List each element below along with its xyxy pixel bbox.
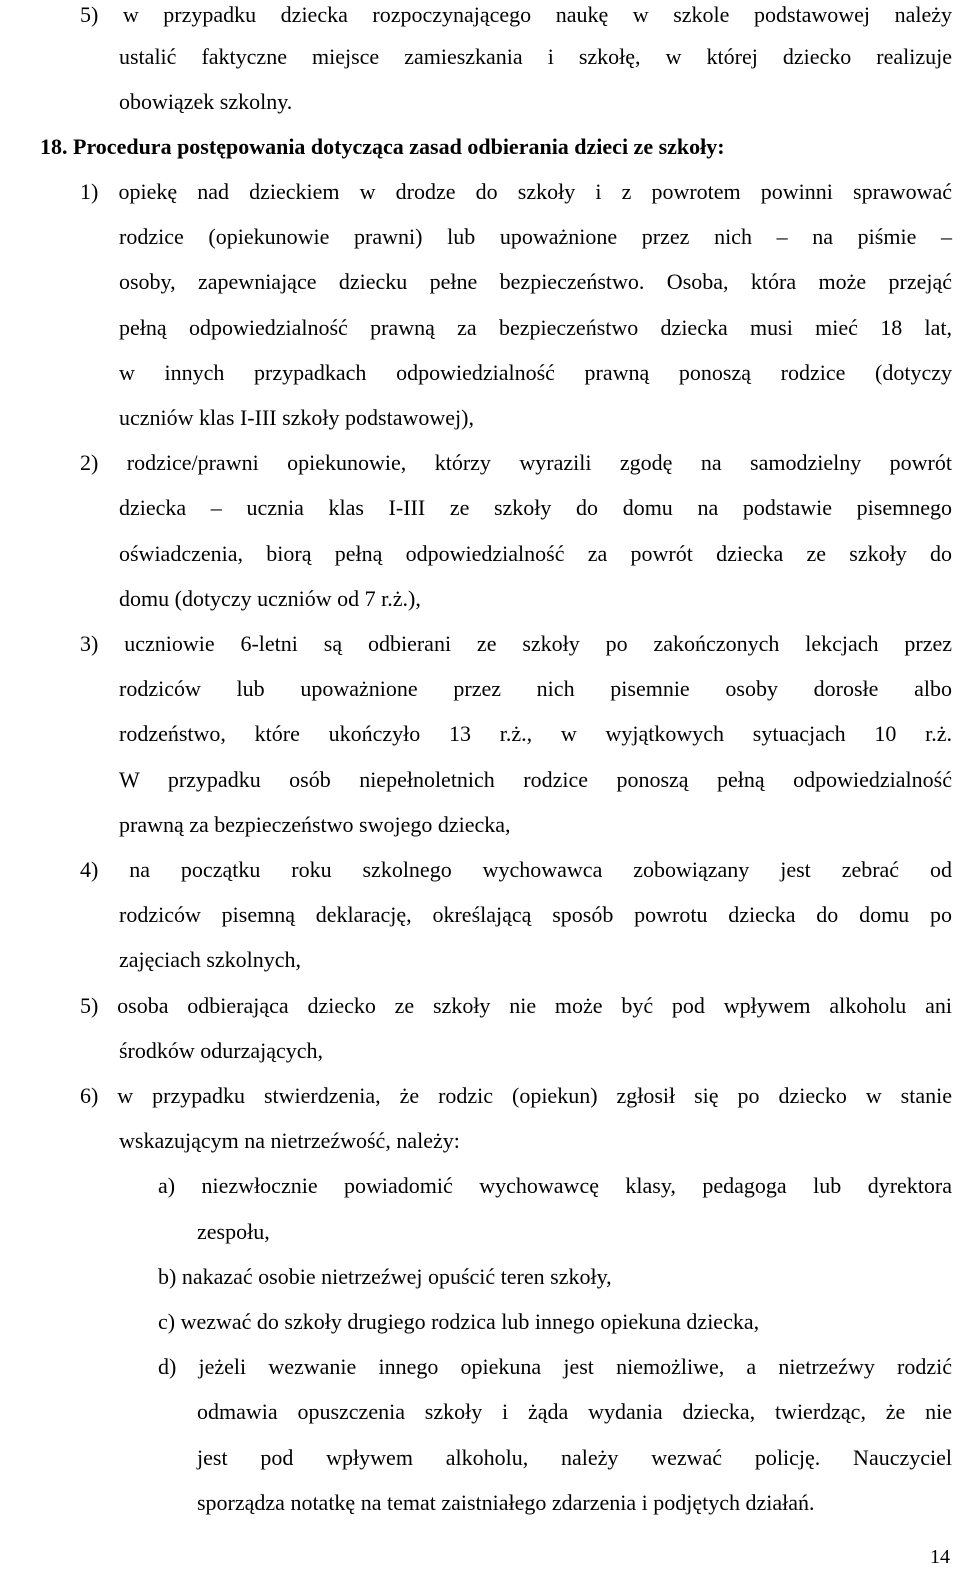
text-line: 4) na początku roku szkolnego wychowawca zobowiązany jest zebrać od [80,857,952,882]
text-line: rodzice (opiekunowie prawni) lub upoważnione przez nich – na piśmie – [119,224,952,249]
text-line: rodzeństwo, które ukończyło 13 r.ż., w wyjątkowych sytuacjach 10 r.ż. [119,721,952,746]
text-line: oświadczenia, biorą pełną odpowiedzialność za powrót dziecka ze szkoły do [119,541,952,566]
text-line: c) wezwać do szkoły drugiego rodzica lub innego opiekuna dziecka, [158,1309,760,1334]
text-line: b) nakazać osobie nietrzeźwej opuścić teren szkoły, [158,1264,612,1289]
text-line: rodziców lub upoważnione przez nich pisemnie osoby dorosłe albo [119,676,952,701]
text-line: zajęciach szkolnych, [119,947,302,972]
page-number: 14 [930,1546,950,1568]
text-line: w innych przypadkach odpowiedzialność prawną ponoszą rodzice (dotyczy [119,360,952,385]
text-line: odmawia opuszczenia szkoły i żąda wydania dziecka, twierdząc, że nie [197,1399,952,1424]
text-line: W przypadku osób niepełnoletnich rodzice ponoszą pełną odpowiedzialność [119,767,952,792]
text-line: zespołu, [197,1219,270,1244]
text-line: rodziców pisemną deklarację, określającą sposób powrotu dziecka do domu po [119,902,952,927]
text-line: jest pod wpływem alkoholu, należy wezwać policję. Nauczyciel [197,1445,952,1470]
text-line: a) niezwłocznie powiadomić wychowawcę klasy, pedagoga lub dyrektora [158,1173,952,1198]
section-heading: 18. Procedura postępowania dotycząca zasad odbierania dzieci ze szkoły: [40,134,725,159]
text-line: pełną odpowiedzialność prawną za bezpieczeństwo dziecka musi mieć 18 lat, [119,315,952,340]
text-line: osoby, zapewniające dziecku pełne bezpieczeństwo. Osoba, która może przejąć [119,269,952,294]
text-line: 5) osoba odbierająca dziecko ze szkoły nie może być pod wpływem alkoholu ani [80,993,952,1018]
text-line: 2) rodzice/prawni opiekunowie, którzy wyrazili zgodę na samodzielny powrót [80,450,952,475]
text-line: dziecka – ucznia klas I-III ze szkoły do domu na podstawie pisemnego [119,495,952,520]
text-line: 3) uczniowie 6-letni są odbierani ze szkoły po zakończonych lekcjach przez [80,631,952,656]
text-line: sporządza notatkę na temat zaistniałego zdarzenia i podjętych działań. [197,1490,815,1515]
text-line: d) jeżeli wezwanie innego opiekuna jest niemożliwe, a nietrzeźwy rodzić [158,1354,952,1379]
text-line: wskazującym na nietrzeźwość, należy: [119,1128,460,1153]
text-line: środków odurzających, [119,1038,324,1063]
text-line: prawną za bezpieczeństwo swojego dziecka, [119,812,511,837]
text-line: uczniów klas I-III szkoły podstawowej), [119,405,474,430]
text-line: obowiązek szkolny. [119,89,293,114]
text-line: 5) w przypadku dziecka rozpoczynającego naukę w szkole podstawowej należy [80,2,952,27]
text-line: ustalić faktyczne miejsce zamieszkania i szkołę, w której dziecko realizuje [119,44,952,69]
text-line: 1) opiekę nad dzieckiem w drodze do szkoły i z powrotem powinni sprawować [80,179,952,204]
text-line: 6) w przypadku stwierdzenia, że rodzic (opiekun) zgłosił się po dziecko w stanie [80,1083,952,1108]
text-line: domu (dotyczy uczniów od 7 r.ż.), [119,586,421,611]
